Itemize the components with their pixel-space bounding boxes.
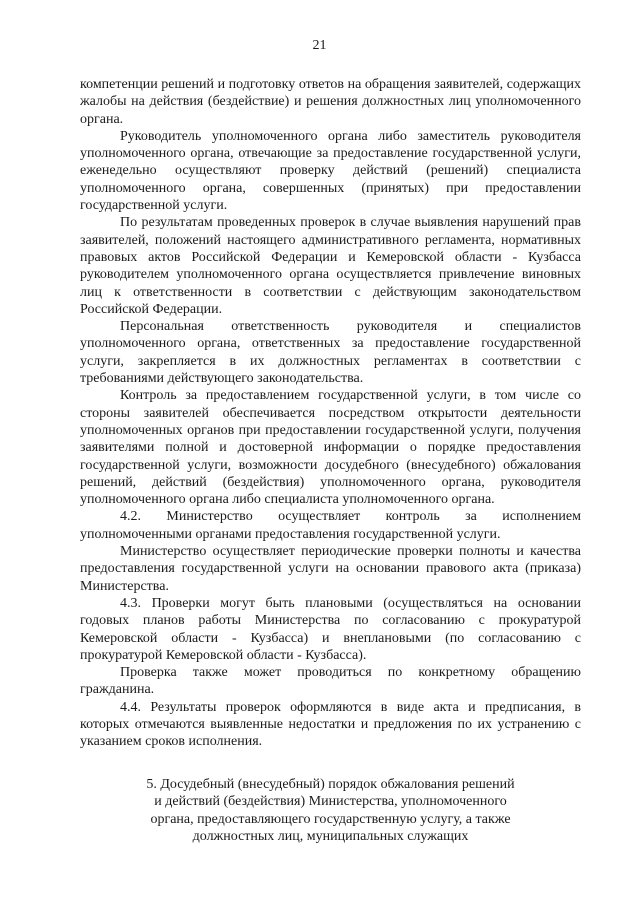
section-heading — [80, 776, 581, 845]
paragraph: компетенции решений и подготовку ответов на обращения заявителей, содержащих жалобы на действия (бездействие) и решения должностных лиц уполномоченного органа. — [80, 77, 581, 127]
paragraph: Контроль за предоставлением государственной услуги, в том числе со стороны заявителей обеспечивается посредством открытости деятельности уполномоченных органов при предоставлении государственной услуги, получения заявителями полной и достоверной информации о порядке предоставления государственной услуги, возможности досудебного (внесудебного) обжалования решений, действий (бездействия) уполномоченного органа, руководителя уполномоченного органа либо специалиста уполномоченного органа. — [80, 388, 581, 508]
body-text — [80, 76, 581, 751]
section-heading-line: и действий (бездействия) Министерства, уполномоченного — [154, 794, 507, 810]
paragraph: По результатам проведенных проверок в случае выявления нарушений прав заявителей, положений настоящего административного регламента, нормативных правовых актов Российской Федерации и Кемеровской области - Кузбасса руководителем уполномоченного органа осуществляется привлечение виновных лиц к ответственности в соответствии с действующим законодательством Российской Федерации. — [80, 215, 581, 317]
paragraph: Персональная ответственность руководителя и специалистов уполномоченного органа, ответственных за предоставление государственной услуги, закрепляется в их должностных регламентах в соответствии с требованиями действующего законодательства. — [80, 319, 581, 387]
paragraph: Проверка также может проводиться по конкретному обращению гражданина. — [80, 665, 581, 698]
section-heading-line: должностных лиц, муниципальных служащих — [192, 828, 469, 844]
paragraph: 4.4. Результаты проверок оформляются в виде акта и предписания, в которых отмечаются выявленные недостатки и предложения по их устранению с указанием сроков исполнения. — [80, 699, 581, 750]
paragraph: Руководитель уполномоченного органа либо заместитель руководителя уполномоченного органа, отвечающие за предоставление государственной услуги, еженедельно осуществляют проверку действий (решений) специалиста уполномоченного органа, совершенных (принятых) при предоставлении государственной услуги. — [80, 128, 581, 214]
page-number: 21 — [312, 38, 327, 53]
paragraph: 4.2. Министерство осуществляет контроль за исполнением уполномоченными органами предоставления государственной услуги. — [80, 509, 581, 542]
paragraph: Министерство осуществляет периодические проверки полноты и качества предоставления государственной услуги на основании правового акта (приказа) Министерства. — [80, 544, 581, 594]
section-heading-line: 5. Досудебный (внесудебный) порядок обжалования решений — [146, 777, 515, 792]
paragraph: 4.3. Проверки могут быть плановыми (осуществляться на основании годовых планов работы Министерства по согласованию с прокуратурой Кемеровской области - Кузбасса) и внеплановыми (по согласованию с прокуратурой Кемеровской области - Кузбасса). — [80, 595, 581, 663]
section-heading-line: органа, предоставляющего государственную услугу, а также — [150, 811, 511, 827]
